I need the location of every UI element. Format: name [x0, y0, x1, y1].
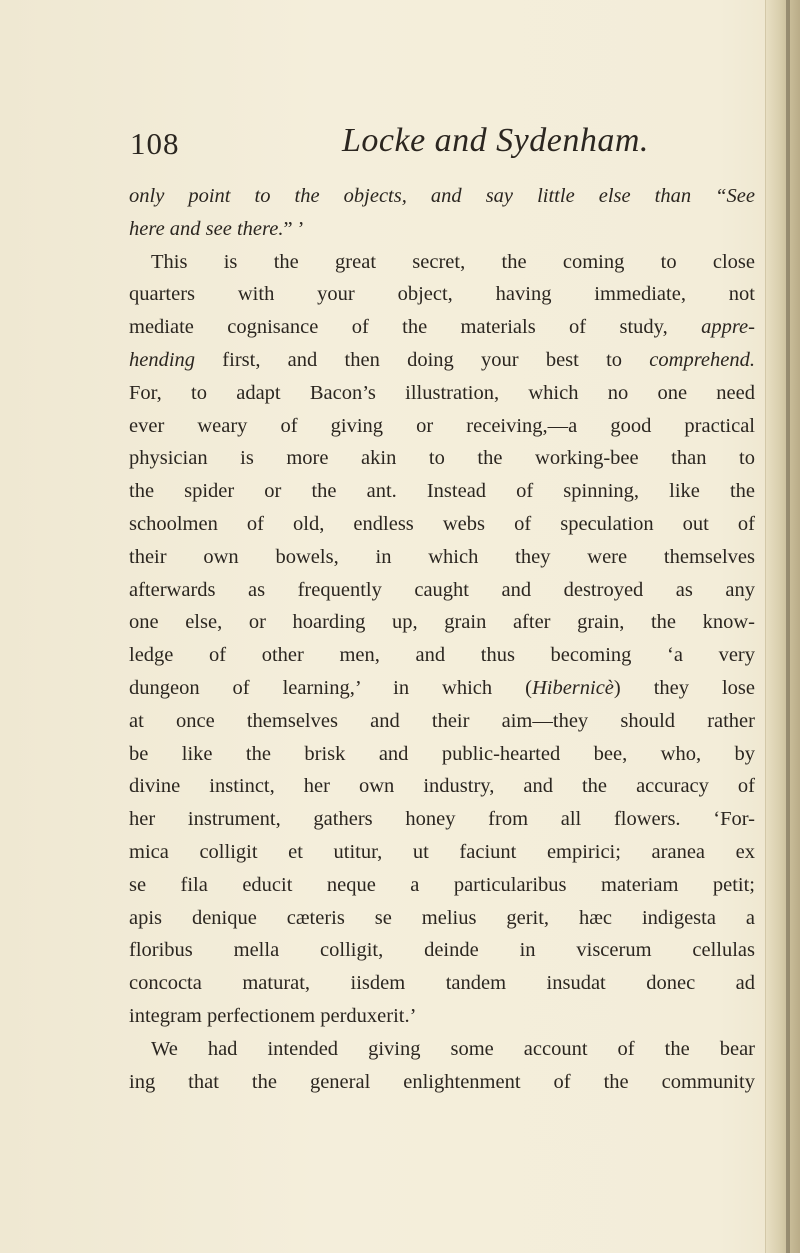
- text-line: [129, 344, 755, 377]
- text-run: schoolmen of old, endless webs of speculation out of: [129, 512, 755, 535]
- text-line: [129, 278, 755, 311]
- text-line: [129, 672, 755, 705]
- text-line: [129, 311, 755, 344]
- text-run: se fila educit neque a particularibus materiam petit;: [129, 873, 755, 896]
- text-run: physician is more akin to the working-bee than to: [129, 447, 755, 470]
- text-run: integram perfectionem perduxerit.’: [129, 1004, 417, 1027]
- text-run: This is the great secret, the coming to close: [151, 250, 755, 273]
- text-run: the spider or the ant. Instead of spinning, like the: [129, 480, 755, 503]
- text-run: For, to adapt Bacon’s illustration, which no one need: [129, 381, 755, 404]
- text-run: at once themselves and their aim—they should rather: [129, 709, 755, 732]
- italic-text: hending: [129, 348, 196, 371]
- body-text: [129, 180, 755, 1098]
- text-run: divine instinct, her own industry, and the accuracy of: [129, 775, 755, 798]
- page-number: 108: [130, 126, 180, 161]
- text-run: ledge of other men, and thus becoming ‘a very: [129, 644, 755, 667]
- text-run: her instrument, gathers honey from all flowers. ‘For-: [129, 808, 755, 831]
- text-run: ever weary of giving or receiving,—a good practical: [129, 414, 755, 437]
- italic-text: here and see there.: [129, 217, 284, 240]
- running-head: [130, 122, 730, 166]
- text-run: floribus mella colligit, deinde in viscerum cellulas: [129, 939, 755, 962]
- text-run: be like the brisk and public-hearted bee, who, by: [129, 742, 755, 765]
- text-line: [129, 1033, 755, 1066]
- text-line: [129, 213, 755, 246]
- italic-text: appre-: [701, 316, 755, 339]
- text-run: quarters with your object, having immediate, not: [129, 283, 755, 306]
- text-run: apis denique cæteris se melius gerit, hæc indigesta a: [129, 906, 755, 929]
- text-line: [129, 574, 755, 607]
- italic-text: comprehend.: [649, 348, 755, 371]
- text-line: [129, 475, 755, 508]
- text-run: mediate cognisance of the materials of study,: [129, 316, 702, 339]
- text-run: one else, or hoarding up, grain after grain, the know-: [129, 611, 755, 634]
- italic-text: Hibernicè: [531, 676, 614, 699]
- text-line: [129, 705, 755, 738]
- text-run: their own bowels, in which they were themselves: [129, 545, 755, 568]
- text-line: [129, 803, 755, 836]
- text-line: [129, 541, 755, 574]
- text-line: [129, 606, 755, 639]
- text-line: [129, 377, 755, 410]
- text-line: [129, 738, 755, 771]
- text-run: ” ’: [283, 217, 305, 240]
- text-line: [129, 639, 755, 672]
- text-line: [129, 442, 755, 475]
- text-line: [129, 1000, 755, 1033]
- text-run: We had intended giving some account of the bear: [151, 1037, 755, 1060]
- text-run: first, and then doing your best to: [195, 348, 650, 371]
- text-run: ) they lose: [613, 676, 755, 699]
- text-line: [129, 869, 755, 902]
- text-run: concocta maturat, iisdem tandem insudat donec ad: [129, 972, 755, 995]
- text-line: [129, 902, 755, 935]
- text-line: [129, 770, 755, 803]
- text-line: [129, 1066, 755, 1099]
- text-run: mica colligit et utitur, ut faciunt empirici; aranea ex: [129, 840, 755, 863]
- text-line: [129, 508, 755, 541]
- text-run: ing that the general enlightenment of the community: [129, 1070, 755, 1093]
- text-line: [129, 836, 755, 869]
- text-line: [129, 934, 755, 967]
- running-title: Locke and Sydenham.: [342, 122, 649, 159]
- text-line: [129, 180, 755, 213]
- text-run: afterwards as frequently caught and destroyed as any: [129, 578, 755, 601]
- text-run: dungeon of learning,’ in which (: [129, 676, 532, 699]
- spine-shadow-line: [786, 0, 790, 1253]
- book-spine-edge: [765, 0, 800, 1253]
- italic-text: only point to the objects, and say little else than “See: [129, 185, 755, 207]
- text-line: [129, 246, 755, 279]
- text-line: [129, 410, 755, 443]
- text-line: [129, 967, 755, 1000]
